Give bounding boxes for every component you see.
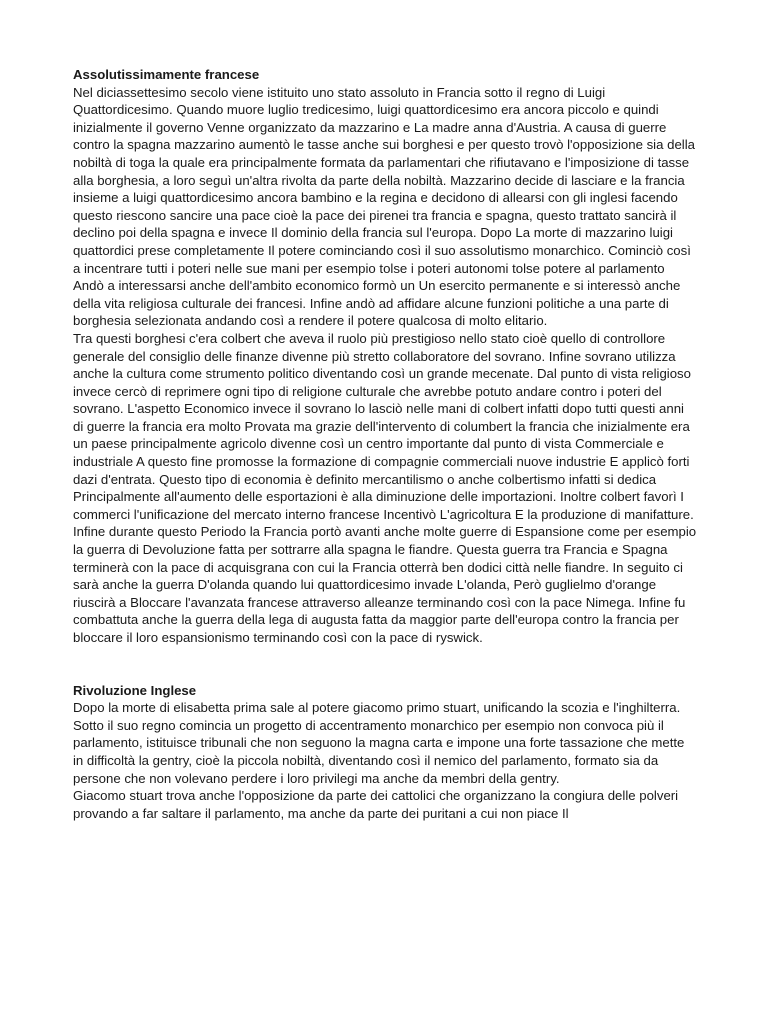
paragraph: Infine durante questo Periodo la Francia portò avanti anche molte guerre di Espansione come per esempio la guerra di Devoluzione fatta per sottrarre alla spagna le fiandre. Questa guerra tra Francia e Spagna terminerà con la pace di acquisgrana con cui la Francia otterrà ben dodici città nelle fiandre. In seguito ci sarà anche la guerra D'olanda quando lui quattordicesimo invade L'olanda, Però guglielmo d'orange riuscirà a Bloccare l'avanzata francese attraverso alleanze terminando così con la pace Nimega. Infine fu combattuta anche la guerra della lega di augusta fatta da maggior parte dell'europa contro la francia per bloccare il loro espansionismo terminando così con la pace di ryswick. (73, 524, 697, 645)
document-page (73, 66, 697, 822)
section-title-rivoluzione-inglese: Rivoluzione Inglese (73, 682, 197, 698)
paragraph: Giacomo stuart trova anche l'opposizione da parte dei cattolici che organizzano la congiura delle polveri provando a far saltare il parlamento, ma anche da parte dei puritani a cui non piace Il (73, 788, 679, 821)
section-spacer (73, 647, 697, 682)
paragraph: Tra questi borghesi c'era colbert che aveva il ruolo più prestigioso nello stato cioè quello di controllore generale del consiglio delle finanze divenne più stretto collaboratore del sovrano. Infine sovrano utilizza anche la cultura come strumento politico diventando così un grande mecenate. Dal punto di vista religioso invece cercò di reprimere ogni tipo di religione culturale che avrebbe potuto andare contro i poteri del sovrano. L'aspetto Economico invece il sovrano lo lasciò nelle mani di colbert infatti dopo tutti questi anni di guerre la francia era molto Provata ma grazie dell'intervento di columbert la francia che inizialmente era un paese principalmente agricolo divenne così un centro importante dal punto di vista Commerciale e industriale A questo fine promosse la formazione di compagnie commerciali nuove industrie E applicò forti dazi d'entrata. Questo tipo di economia è definito mercantilismo o anche colbertismo infatti si dedica Principalmente all'aumento delle esportazioni è alla diminuzione delle importazioni. Inoltre colbert favorì I commerci l'unificazione del mercato interno francese Incentivò L'agricoltura E la produzione di manifatture. (73, 330, 694, 522)
paragraph: Dopo la morte di elisabetta prima sale al potere giacomo primo stuart, unificando la scozia e l'inghilterra. Sotto il suo regno comincia un progetto di accentramento monarchico per esempio non convoca più il parlamento, istituisce tribunali che non seguono la magna carta e impone una forte tassazione che mette in difficoltà la gentry, cioè la piccola nobiltà, diventando così il nemico del parlamento, formato sia da persone che non volevano perdere i loro privilegi ma anche da membri della gentry. (73, 700, 685, 786)
paragraph: Nel diciassettesimo secolo viene istituito uno stato assoluto in Francia sotto il regno di Luigi Quattordicesimo. Quando muore luglio tredicesimo, luigi quattordicesimo era ancora piccolo e quindi inizialmente il governo Venne organizzato da mazzarino e La madre anna d'Austria. A causa di guerre contro la spagna mazzarino aumentò le tasse anche sui borghesi e per questo trovò l'opposizione sia della nobiltà di toga la quale era principalmente formata da parlamentari che rifiutavano e l'imposizione di tasse alla borghesia, a loro seguì un'altra rivolta da parte della nobiltà. Mazzarino decide di lasciare e la francia insieme a luigi quattordicesimo ancora bambino e la regina e decidono di allearsi con gli inglesi facendo questo riescono sancire una pace cioè la pace dei pirenei tra francia e spagna, questo trattato sancirà il declino poi della spagna e invece Il dominio della francia sul l'europa. Dopo La morte di mazzarino luigi quattordici prese completamente Il potere cominciando così il suo assolutismo monarchico. Cominciò così a incentrare tutti i poteri nelle sue mani per esempio tolse i poteri autonomi tolse potere al parlamento Andò a interessarsi anche dell'ambito economico formò un Un esercito permanente e si interessò anche della vita religiosa culturale dei francesi. Infine andò ad affidare alcune funzioni politiche a una parte di borghesia selezionata andando così a rendere il potere qualcosa di molto elitario. (73, 84, 695, 329)
section-title-assolutismo: Assolutissimamente francese (73, 67, 260, 82)
